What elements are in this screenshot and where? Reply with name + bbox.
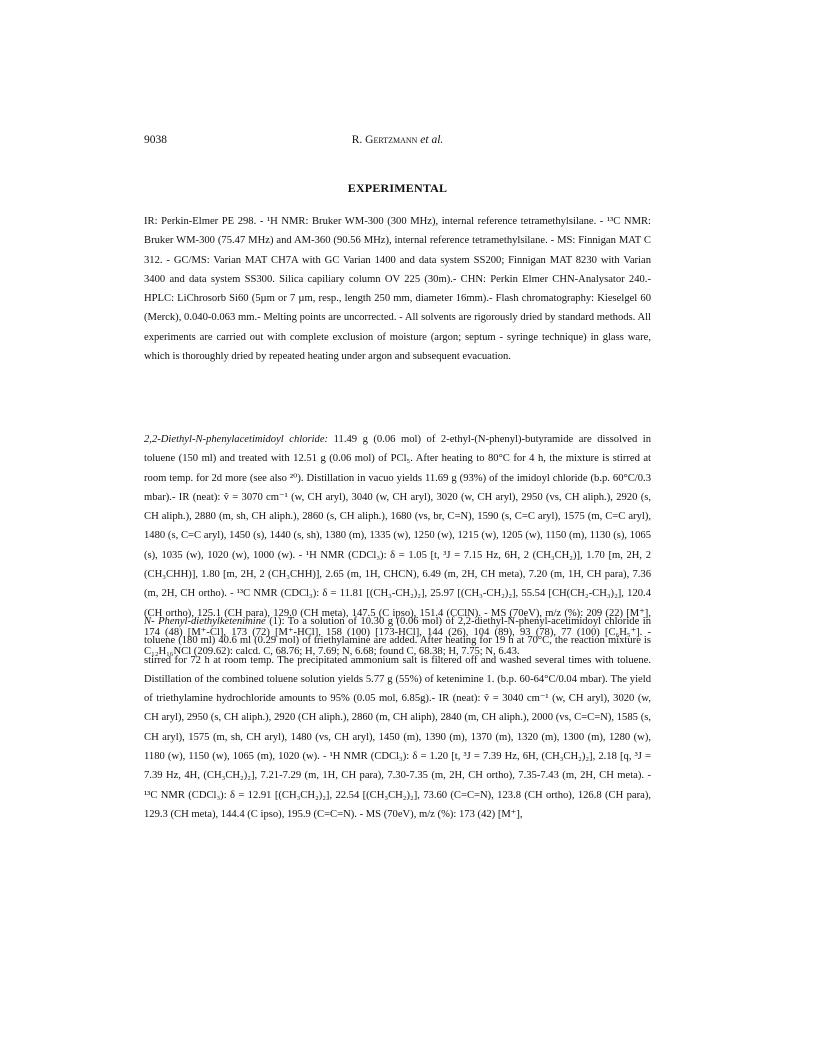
- paragraph-body: : To a solution of 10.30 g (0.06 mol) of 2,2-diethyl-N-phenyl-acetimidoyl chloride in toluene (180 ml) 40.6 ml (0.29 mol) of triethylamine are added. After heating for 19 h at 70°C, the reaction mixture is stirred for 72 h at room temp. The precipitated ammonium salt is filtered off and washed several times with toluene. Distillation of the combined toluene solution yields 5.77 g (55%) of ketenimine 1. (b.p. 60-64°C/0.04 mbar). The yield of triethylamine hydrochloride amounts to 95% (0.05 mol, 6.85g).- IR (neat): ṽ = 3040 cm⁻¹ (w, CH aryl), 3020 (w, CH aryl), 2950 (s, CH aliph.), 2920 (CH aliph.), 2860 (m, CH aliph), 2840 (m, CH aliph.), 2000 (vs, C=C=N), 1585 (s, CH aryl), 1575 (m, sh, CH aryl), 1480 (vs, CH aryl), 1450 (m), 1390 (m), 1370 (m), 1320 (m), 1300 (m), 1280 (w), 1180 (w), 1150 (w), 1065 (m), 1020 (w). - ¹H NMR (CDCl₃): δ = 1.20 [t, ³J = 7.39 Hz, 6H, (CH₃CH₂)₂], 2.18 [q, ³J = 7.39 Hz, 4H, (CH₃CH₂)₂], 7.21-7.29 (m, 1H, CH para), 7.30-7.35 (m, 2H, CH ortho), 7.35-7.43 (m, 2H, CH meta). - ¹³C NMR (CDCl₃): δ = 12.91 [(CH₃CH₂)₂], 22.54 [(CH₃CH₂)₂], 73.60 (C=C=N), 123.8 (CH ortho), 126.8 (CH para), 129.3 (CH meta), 144.4 (C ipso), 195.9 (C=C=N). - MS (70eV), m/z (%): 173 (42) [M⁺],: [144, 616, 651, 820]
- running-head-etal: et al.: [420, 134, 444, 146]
- compound-title: N- Phenyl-diethylketenimine: [144, 616, 266, 627]
- paragraph-body: 11.49 g (0.06 mol) of 2-ethyl-(N-phenyl)-butyramide are dissolved in toluene (150 ml) and treated with 12.51 g (0.06 mol) of PCl₅. After heating to 80°C for 4 h, the mixture is stirred at room temp. for 2d more (see also ²⁰). Distillation in vacuo yields 11.69 g (93%) of the imidoyl chloride (b.p. 60°C/0.3 mbar).- IR (neat): ṽ = 3070 cm⁻¹ (w, CH aryl), 3040 (w, CH aryl), 3020 (w, CH aryl), 2950 (vs, CH aliph.), 2920 (s, CH aliph.), 2880 (m, sh, CH aliph.), 2860 (s, CH aliph.), 1680 (vs, br, C=N), 1590 (s, C=C aryl), 1575 (m, C=C aryl), 1480 (s, C=C aryl), 1450 (s), 1440 (s, sh), 1380 (m), 1335 (w), 1250 (w), 1215 (w), 1205 (w), 1150 (m), 1130 (s), 1065 (s), 1035 (w), 1020 (w), 1000 (w). - ¹H NMR (CDCl₃): δ = 1.05 [t, ³J = 7.15 Hz, 6H, 2 (CH₃CH₂)], 1.70 [m, 2H, 2 (CH₃CHH)], 1.80 [m, 2H, 2 (CH₃CHH)], 2.65 (m, 1H, CHCN), 6.49 (m, 2H, CH meta), 7.20 (m, 1H, CH para), 7.36 (m, 2H, CH ortho). - ¹³C NMR (CDCl₃): δ = 11.81 [(CH₃-CH₂)₂], 25.97 [(CH₃-CH₂)₂], 55.54 [CH(CH₂-CH₃)₂], 120.4 (CH ortho), 125.1 (CH para), 129.0 (CH meta), 147.5 (C ipso), 151.4 (CClN). - MS (70eV), m/z (%): 209 (22) [M⁺], 174 (48) [M⁺-Cl], 173 (72) [M⁺-HCl], 158 (100) [173-HCl], 144 (26), 104 (89), 93 (78), 77 (100) [C₆H₅⁺]. - C₁₂H₁₆NCl (209.62): calcd. C, 68.76; H, 7.69; N, 6.68; found C, 68.38; H, 7.75; N, 6.43.: [144, 434, 651, 658]
- running-head: [144, 134, 651, 146]
- compound-title: 2,2-Diethyl-N-phenylacetimidoyl chloride:: [144, 434, 329, 445]
- compound-number: (1): [269, 616, 282, 627]
- running-head-author: R. Gertzmann: [351, 134, 418, 146]
- page-header: [144, 134, 651, 150]
- ketenimine-paragraph: [144, 612, 651, 824]
- section-heading: EXPERIMENTAL: [347, 181, 448, 195]
- instruments-paragraph: IR: Perkin-Elmer PE 298. - ¹H NMR: Bruker WM-300 (300 MHz), internal reference tetramethylsilane. - ¹³C NMR: Bruker WM-300 (75.47 MHz) and AM-360 (90.56 MHz), internal reference tetramethylsilane. - MS: Finnigan MAT C 312. - GC/MS: Varian MAT CH7A with GC Varian 1400 and data system SS200; Finnigan MAT 8230 with Varian 3400 and data system SS300. Silica capiliary column OV 225 (30m).- CHN: Perkin Elmer CHN-Analysator 240.- HPLC: LiChrosorb Si60 (5µm or 7 µm, resp., length 250 mm, diameter 16mm).- Flash chromatography: Kieselgel 60 (Merck), 0.040-0.063 mm.- Melting points are uncorrected. - All solvents are rigorously dried by standard methods. All experiments are carried out with complete exclusion of moisture (argon; septum - syringe technique) in glass ware, which is thoroughly dried by repeated heating under argon and subsequent evacuation.: [144, 216, 651, 363]
- page-number: 9038: [144, 134, 167, 146]
